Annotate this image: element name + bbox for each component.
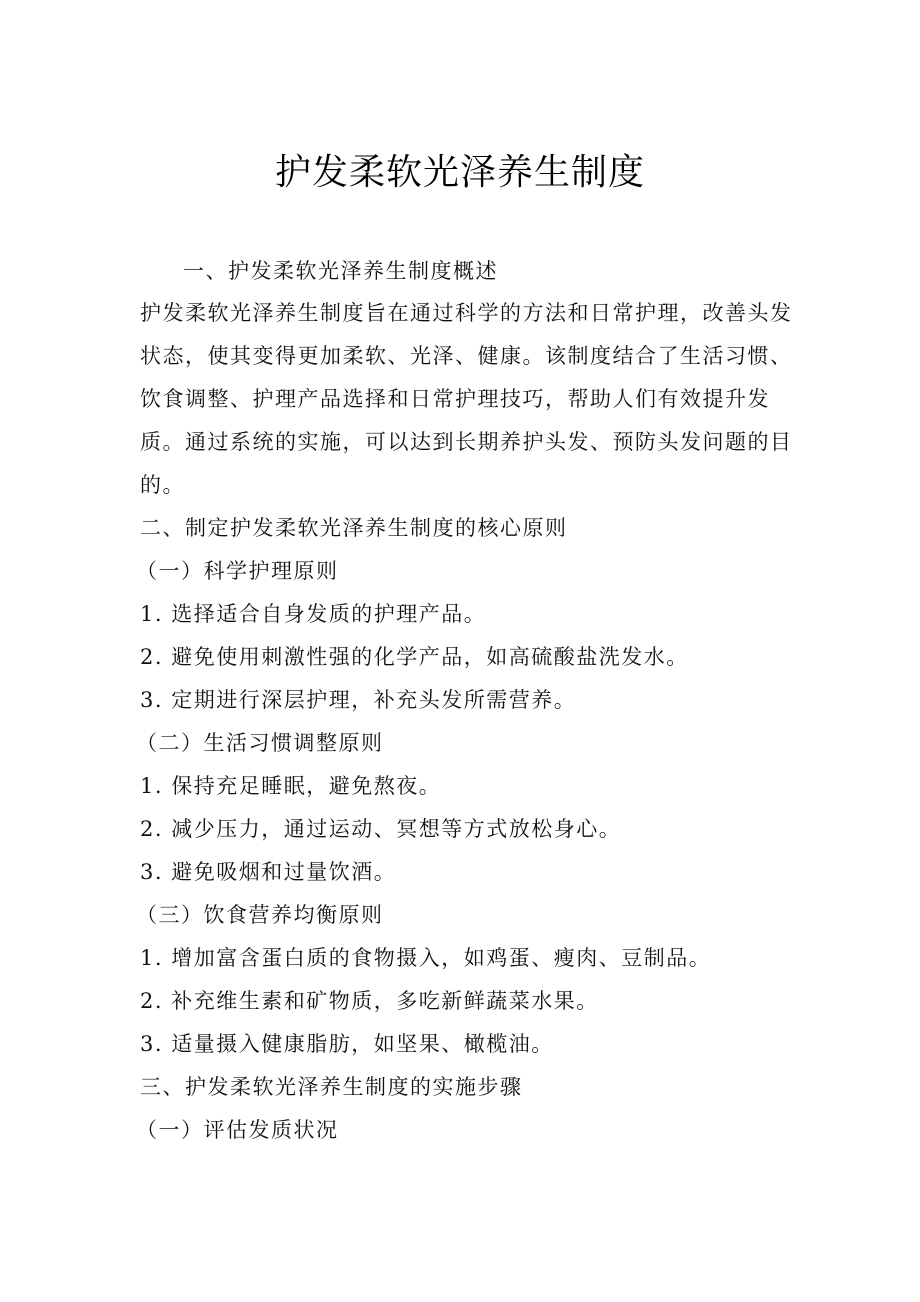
subsection-heading: （三）饮食营养均衡原则	[136, 903, 384, 927]
list-item: 3. 定期进行深层护理，补充头发所需营养。	[140, 688, 577, 712]
paragraph-line: 的。	[140, 473, 185, 497]
paragraph-line: 护发柔软光泽养生制度旨在通过科学的方法和日常护理，改善头发	[140, 301, 793, 325]
paragraph-line: 状态，使其变得更加柔软、光泽、健康。该制度结合了生活习惯、	[140, 344, 793, 368]
list-item: 3. 避免吸烟和过量饮酒。	[140, 860, 397, 884]
list-item: 3. 适量摄入健康脂肪，如坚果、橄榄油。	[140, 1032, 554, 1056]
section-heading-3: 三、护发柔软光泽养生制度的实施步骤	[140, 1075, 523, 1099]
list-item: 1. 保持充足睡眠，避免熬夜。	[140, 774, 442, 798]
document-title: 护发柔软光泽养生制度	[274, 152, 645, 193]
section-heading-2: 二、制定护发柔软光泽养生制度的核心原则	[140, 516, 568, 540]
section-heading-1: 一、护发柔软光泽养生制度概述	[183, 259, 498, 283]
list-item: 1. 选择适合自身发质的护理产品。	[140, 602, 487, 626]
subsection-heading: （二）生活习惯调整原则	[136, 731, 384, 755]
list-item: 2. 补充维生素和矿物质，多吃新鲜蔬菜水果。	[140, 989, 599, 1013]
subsection-heading: （一）评估发质状况	[136, 1118, 339, 1142]
list-item: 2. 避免使用刺激性强的化学产品，如高硫酸盐洗发水。	[140, 645, 689, 669]
paragraph-line: 饮食调整、护理产品选择和日常护理技巧，帮助人们有效提升发	[140, 387, 770, 411]
paragraph-line: 质。通过系统的实施，可以达到长期养护头发、预防头发问题的目	[140, 430, 793, 454]
list-item: 2. 减少压力，通过运动、冥想等方式放松身心。	[140, 817, 622, 841]
subsection-heading: （一）科学护理原则	[136, 559, 339, 583]
list-item: 1. 增加富含蛋白质的食物摄入，如鸡蛋、瘦肉、豆制品。	[140, 946, 712, 970]
